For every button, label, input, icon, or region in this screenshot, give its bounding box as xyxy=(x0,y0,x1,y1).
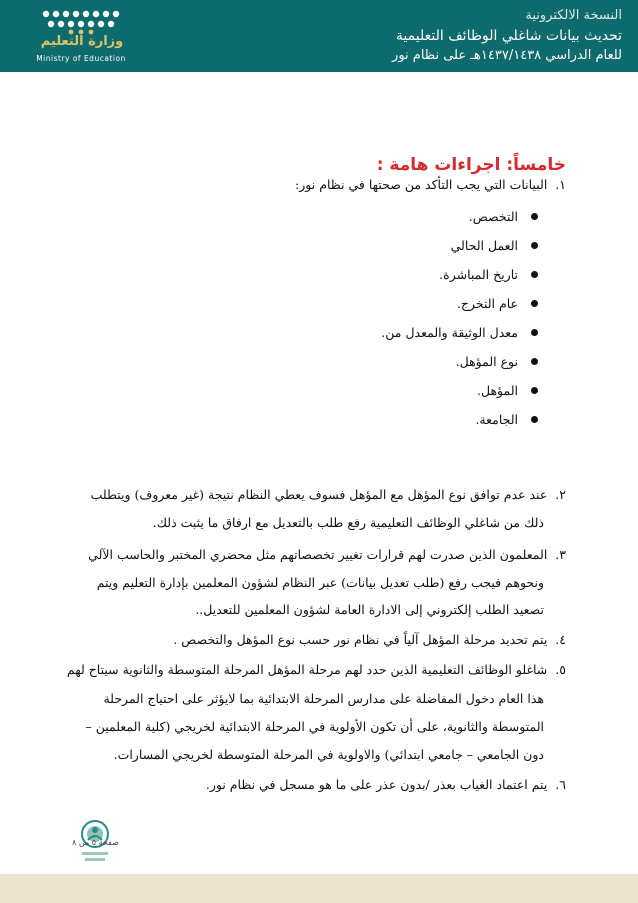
list-item-4 xyxy=(173,631,566,649)
item-number: ١. xyxy=(555,177,566,192)
item-number: ٢. xyxy=(555,487,566,502)
item-text: ذلك من شاغلي الوظائف التعليمية رفع طلب بالتعديل مع ارفاق ما يثبت ذلك. xyxy=(152,515,544,530)
footer-band xyxy=(0,874,638,903)
ministry-logo-arabic: وزارة التعليم xyxy=(40,34,124,49)
section-title: خامساً: اجراءات هامة : xyxy=(376,155,566,175)
header-document-title: تحديث بيانات شاغلي الوظائف التعليمية xyxy=(395,28,622,44)
bullet-item: التخصص. xyxy=(381,208,518,237)
page-number: صفحة ٥ من ٨ xyxy=(72,838,119,847)
item-text: المعلمون الذين صدرت لهم قرارات تغيير تخصصاتهم مثل محضري المختبر والحاسب الآلي xyxy=(88,547,548,562)
item-text: دون الجامعي – جامعي ابتدائي) والاولوية في المرحلة المتوسطة لخريجي المسارات. xyxy=(113,747,544,762)
item-text: هذا العام دخول المفاضلة على مدارس المرحلة الابتدائية بما لايؤثر على احتياج المرحلة xyxy=(103,691,544,706)
ministry-logo-dots-icon xyxy=(40,8,122,36)
header-academic-year: للعام الدراسي ١٤٣٧/١٤٣٨هـ على نظام نور xyxy=(392,48,622,63)
item-text: البيانات التي يجب التأكد من صحتها في نظام نور: xyxy=(295,177,548,192)
bullet-icon xyxy=(531,242,538,249)
list-item-3 xyxy=(88,546,566,564)
bullet-item: العمل الحالي xyxy=(381,237,518,266)
header-bar xyxy=(0,0,638,72)
list-item-2 xyxy=(91,486,566,504)
item-text: ونحوهم فيجب رفع (طلب تعديل بيانات) عبر النظام لشؤون المعلمين بإدارة التعليم ويتم xyxy=(96,575,544,590)
bullet-item: معدل الوثيقة والمعدل من. xyxy=(381,324,518,353)
ministry-logo xyxy=(22,8,140,66)
item-text: المتوسطة والثانوية، على أن تكون الأولوية في المرحلة الابتدائية لخريجي (كلية المعلمين – xyxy=(85,719,544,734)
list-item-5-continued xyxy=(86,718,567,736)
item-text: عند عدم توافق نوع المؤهل مع المؤهل فسوف يعطي النظام نتيجة (غير معروف) ويتطلب xyxy=(90,487,548,502)
list-item-5-continued xyxy=(114,746,566,764)
bullet-item: عام التخرج. xyxy=(381,295,518,324)
list-item-5 xyxy=(67,661,566,679)
bullet-item: الجامعة. xyxy=(381,411,518,440)
item-text: يتم تحديد مرحلة المؤهل آلياً في نظام نور حسب نوع المؤهل والتخصص . xyxy=(173,632,548,647)
item-text: شاغلو الوظائف التعليمية الذين حدد لهم مرحلة المؤهل المرحلة المتوسطة والثانوية سيتاح لهم xyxy=(66,662,548,677)
bullet-icon xyxy=(531,387,538,394)
bullet-icon xyxy=(531,416,538,423)
item-number: ٥. xyxy=(555,662,566,677)
bullet-icon xyxy=(531,329,538,336)
bullet-item: تاريخ المباشرة. xyxy=(381,266,518,295)
item-number: ٣. xyxy=(555,547,566,562)
bullet-item: نوع المؤهل. xyxy=(381,353,518,382)
list-item-6 xyxy=(206,776,566,794)
item-number: ٦. xyxy=(555,777,566,792)
header-edition-label: النسخة الالكترونية xyxy=(525,8,622,23)
bullet-icon xyxy=(531,300,538,307)
list-item-3-continued xyxy=(97,574,566,592)
bullet-icon xyxy=(531,358,538,365)
list-item-2-continued xyxy=(153,514,566,532)
item-text: تصعيد الطلب إلكتروني إلى الادارة العامة لشؤون المعلمين للتعديل.. xyxy=(195,602,544,617)
header-titles xyxy=(392,6,622,66)
list-item-1 xyxy=(295,176,566,194)
bullet-icon xyxy=(531,213,538,220)
list-item-3-continued xyxy=(195,601,566,619)
item-number: ٤. xyxy=(555,632,566,647)
item-text: يتم اعتماد الغياب بعذر /بدون عذر على ما هو مسجل في نظام نور. xyxy=(205,777,548,792)
list-item-5-continued xyxy=(103,690,566,708)
bullet-list xyxy=(381,208,518,440)
bullet-icon xyxy=(531,271,538,278)
ministry-logo-english: Ministry of Education xyxy=(36,54,126,63)
bullet-item: المؤهل. xyxy=(381,382,518,411)
